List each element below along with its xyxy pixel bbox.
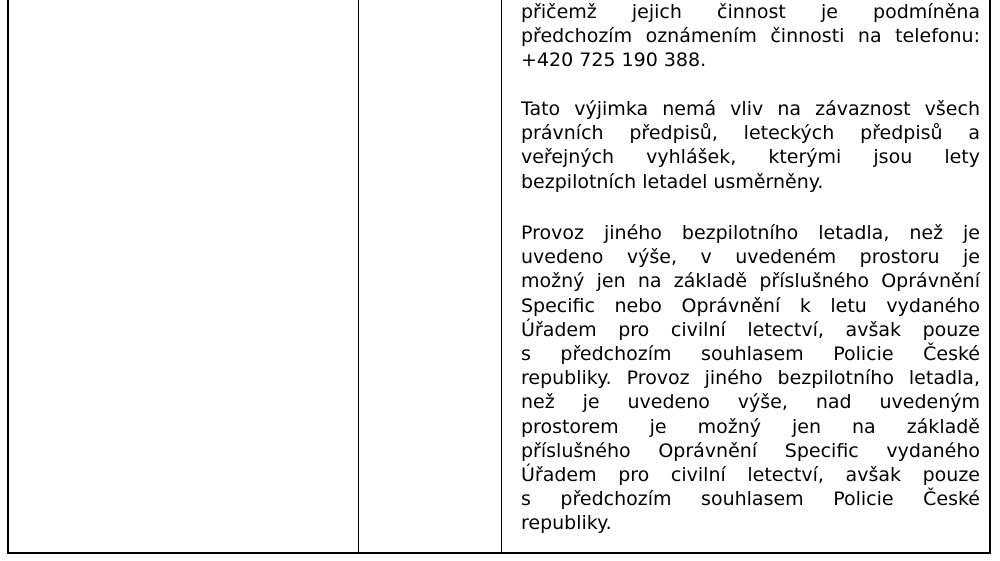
text-line: uvedeno výše, v uvedeném prostoru je [521, 246, 980, 269]
table-border-right [989, 0, 991, 554]
text-line: Úřadem pro civilní letectví, avšak pouze [521, 318, 980, 341]
text-line: možný jen na základě příslušného Oprávnění [521, 270, 980, 293]
text-line: republiky. [521, 512, 612, 535]
table-border-column-2 [501, 0, 502, 554]
text-line: bezpilotních letadel usměrněny. [521, 170, 824, 193]
text-line: prostorem je možný jen na základě [521, 415, 980, 438]
text-line: +420 725 190 388. [521, 49, 707, 72]
text-line: právních předpisů, leteckých předpisů a [521, 122, 980, 145]
text-line: s předchozím souhlasem Policie České [521, 488, 980, 511]
paragraph-exemption-validity [521, 97, 980, 194]
text-line: než je uvedeno výše, nad uvedeným [521, 391, 980, 414]
text-line: s předchozím souhlasem Policie České [521, 343, 980, 366]
text-line: Specific nebo Oprávnění k letu vydaného [521, 294, 980, 317]
text-line: přičemž jejich činnost je podmíněna [521, 1, 980, 23]
text-line: příslušného Oprávnění Specific vydaného [521, 439, 980, 462]
text-line: Provoz jiného bezpilotního letadla, než je [521, 222, 980, 244]
paragraph-notice-phone [521, 0, 980, 73]
paragraph-other-drone-operation [521, 221, 980, 536]
table-border-left [7, 0, 9, 554]
table-border-bottom [7, 552, 991, 554]
text-line: předchozím oznámením činnosti na telefonu: [521, 25, 980, 48]
text-line: republiky. Provoz jiného bezpilotního letadla, [521, 367, 980, 390]
text-line: veřejných vyhlášek, kterými jsou lety [521, 146, 980, 169]
table-border-column-1 [358, 0, 359, 554]
text-line: Tato výjimka nemá vliv na závaznost všech [521, 98, 980, 120]
text-line: Úřadem pro civilní letectví, avšak pouze [521, 464, 980, 487]
